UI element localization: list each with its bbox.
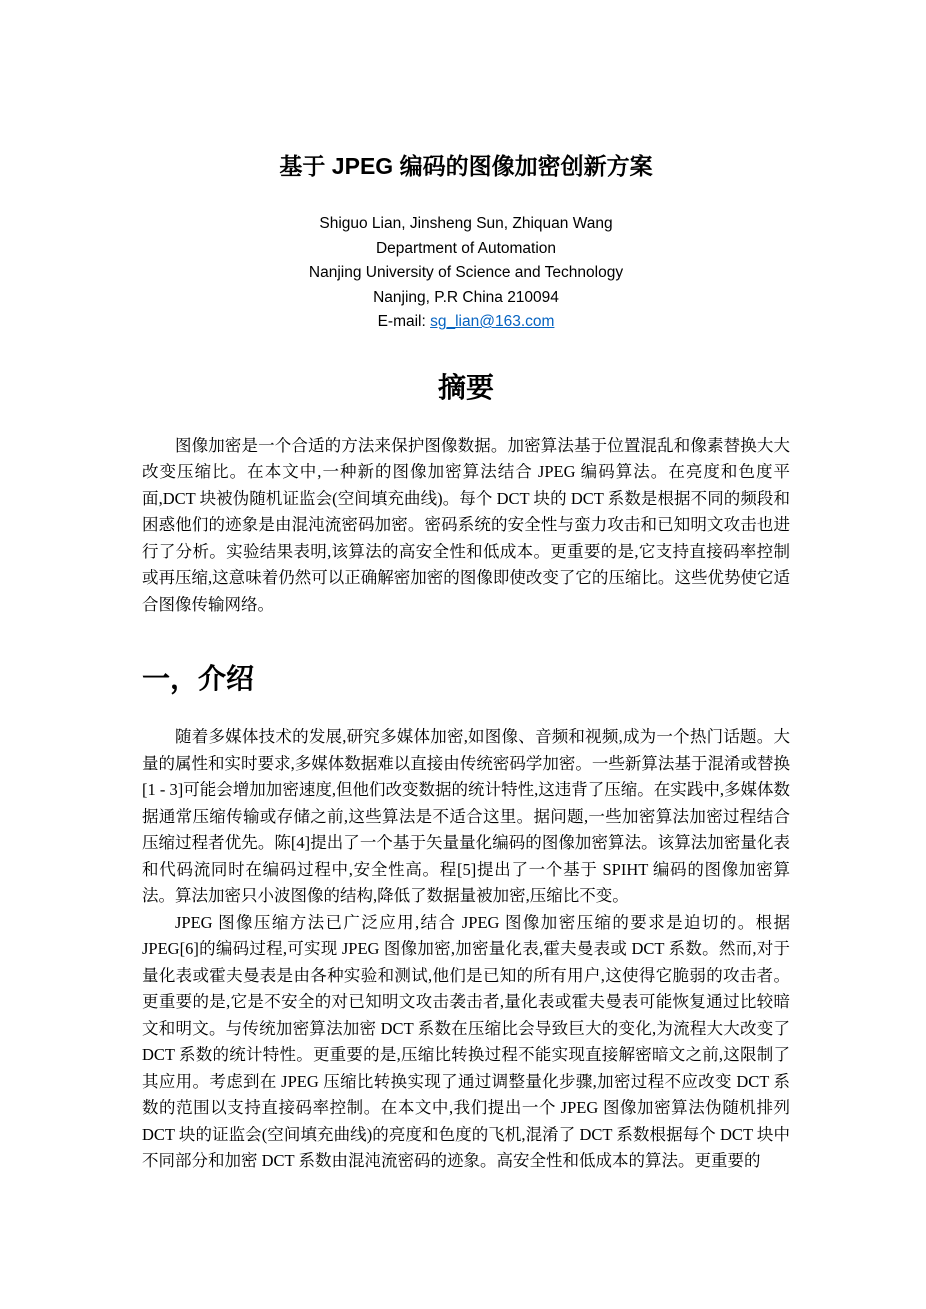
intro-paragraph-1: 随着多媒体技术的发展,研究多媒体加密,如图像、音频和视频,成为一个热门话题。大量的属性和实时要求,多媒体数据难以直接由传统密码学加密。一些新算法基于混淆或替换[1 - 3]可能会增加加密速度,但他们改变数据的统计特性,这违背了压缩。在实践中,多媒体数据通常压缩传输或存储之前,这些算法是不适合这里。据问题,一些加密算法加密过程结合压缩过程者优先。陈[4]提出了一个基于矢量量化编码的图像加密算法。该算法加密量化表和代码流同时在编码过程中,安全性高。程[5]提出了一个基于 SPIHT 编码的图像加密算法。算法加密只小波图像的结构,降低了数据量被加密,压缩比不变。 <box>142 727 790 905</box>
email-line <box>142 310 790 335</box>
intro-paragraph-2: JPEG 图像压缩方法已广泛应用,结合 JPEG 图像加密压缩的要求是迫切的。根据 JPEG[6]的编码过程,可实现 JPEG 图像加密,加密量化表,霍夫曼表或 DCT 系数。然而,对于量化表或霍夫曼表是由各种实验和测试,他们是已知的所有用户,这使得它脆弱的攻击者。更重要的是,它是不安全的对已知明文攻击袭击者,量化表或霍夫曼表可能恢复通过比较暗文和明文。与传统加密算法加密 DCT 系数在压缩比会导致巨大的变化,为流程大大改变了 DCT 系数的统计特性。更重要的是,压缩比转换过程不能实现直接解密暗文之前,这限制了其应用。考虑到在 JPEG 压缩比转换实现了通过调整量化步骤,加密过程不应改变 DCT 系数的范围以支持直接码率控制。在本文中,我们提出一个 JPEG 图像加密算法伪随机排列 DCT 块的证监会(空间填充曲线)的亮度和色度的飞机,混淆了 DCT 系数根据每个 DCT 块中不同部分和加密 DCT 系数由混沌流密码的迹象。高安全性和低成本的算法。更重要的 <box>142 912 790 1170</box>
affiliation-department: Department of Automation <box>375 239 557 257</box>
section-heading-introduction: 一，介绍 <box>142 663 255 694</box>
abstract-paragraph: 图像加密是一个合适的方法来保护图像数据。加密算法基于位置混乱和像素替换大大改变压缩比。在本文中,一种新的图像加密算法结合 JPEG 编码算法。在亮度和色度平面,DCT 块被伪随机证监会(空间填充曲线)。每个 DCT 块的 DCT 系数是根据不同的频段和困惑他们的迹象是由混沌流密码加密。密码系统的安全性与蛮力攻击和已知明文攻击也进行了分析。实验结果表明,该算法的高安全性和低成本。更重要的是,它支持直接码率控制或再压缩,这意味着仍然可以正确解密加密的图像即使改变了它的压缩比。这些优势使它适合图像传输网络。 <box>142 435 790 614</box>
authors-line: Shiguo Lian, Jinsheng Sun, Zhiquan Wang <box>319 215 613 232</box>
author-block <box>142 212 790 335</box>
affiliation-address: Nanjing, P.R China 210094 <box>373 288 559 306</box>
email-label: E-mail: <box>377 313 431 330</box>
email-link[interactable]: sg_lian@163.com <box>430 313 555 330</box>
affiliation-university: Nanjing University of Science and Technology <box>308 264 624 281</box>
abstract-heading: 摘要 <box>437 371 494 403</box>
paper-title: 基于 JPEG 编码的图像加密创新方案 <box>279 153 653 179</box>
